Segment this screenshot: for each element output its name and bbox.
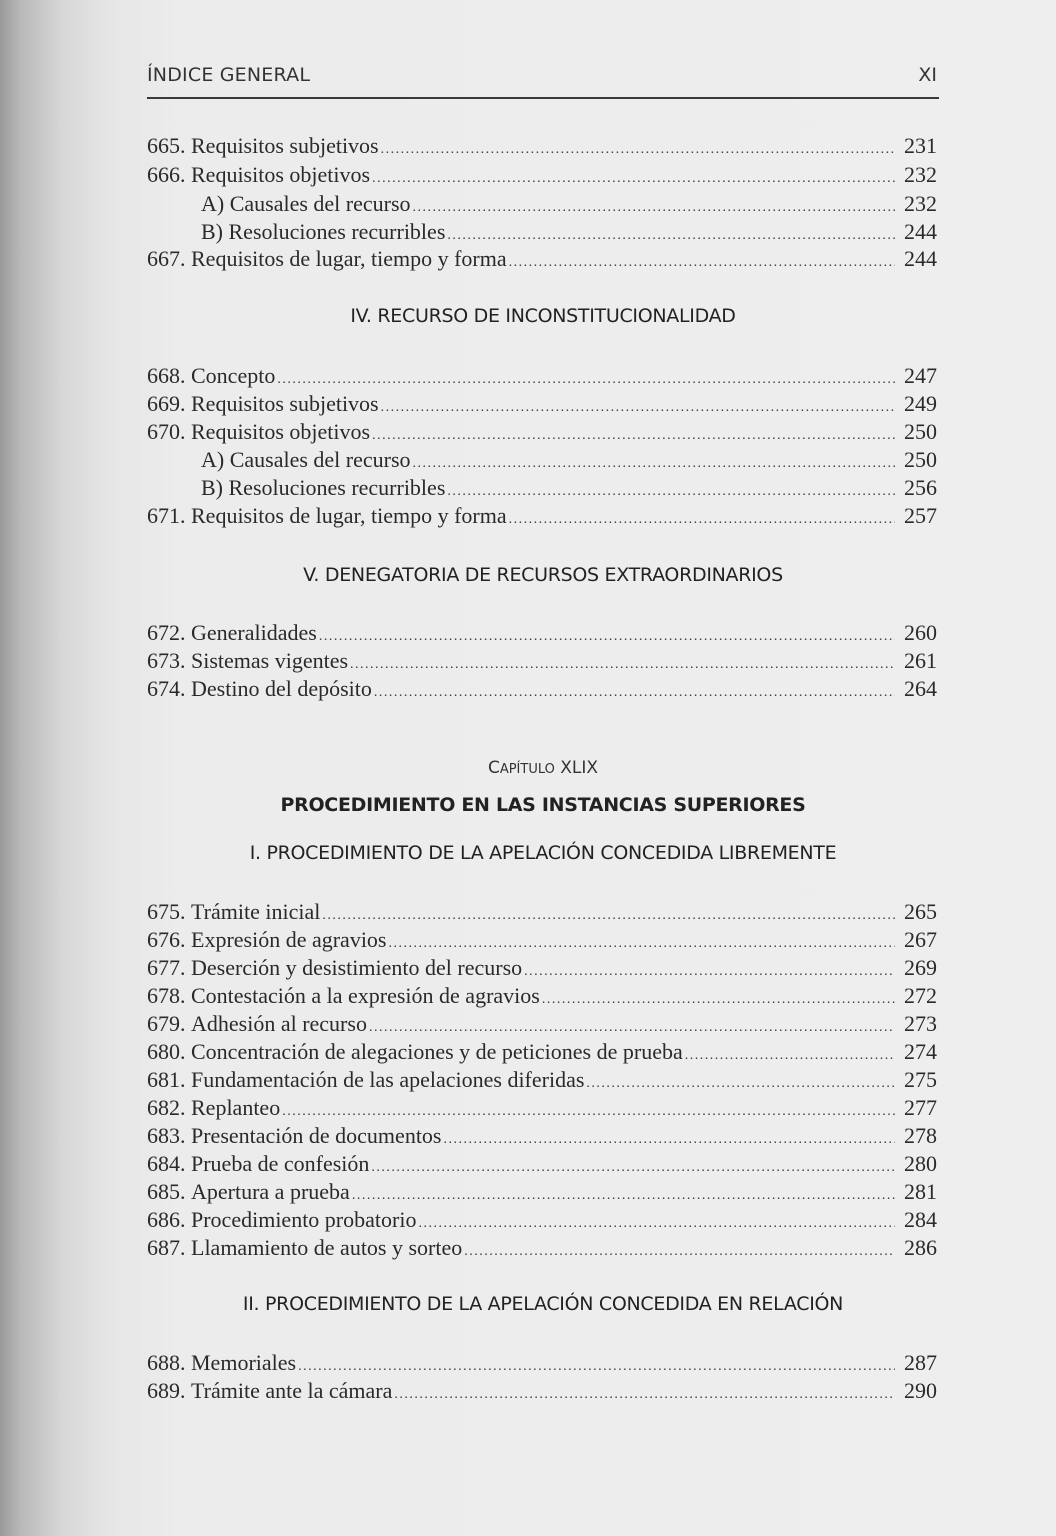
entry-number: 675. — [147, 899, 186, 924]
chapter-label — [147, 758, 939, 778]
entry-number: 685. — [147, 1179, 186, 1204]
entry-page: 264 — [904, 676, 937, 701]
leader-dots — [389, 931, 896, 957]
entry-title: Requisitos subjetivos — [191, 133, 379, 158]
entry-page: 232 — [904, 162, 937, 187]
section-heading: V. DENEGATORIA DE RECURSOS EXTRAORDINARIOS — [303, 564, 783, 586]
entry-title: A) Causales del recurso — [201, 447, 411, 472]
entry-page: 275 — [904, 1067, 937, 1092]
entry-page: 247 — [904, 363, 937, 388]
entry-page: 284 — [904, 1207, 937, 1232]
page-number: XI — [918, 64, 937, 86]
toc-entry — [147, 503, 939, 529]
entry-page: 286 — [904, 1235, 937, 1260]
entry-title: Procedimiento probatorio — [191, 1207, 417, 1232]
leader-dots — [371, 1155, 895, 1181]
entry-number: 673. — [147, 648, 186, 673]
entry-number: 665. — [147, 133, 186, 158]
toc-subentry — [147, 447, 939, 473]
entry-page: 250 — [904, 447, 937, 472]
leader-dots — [509, 250, 895, 276]
entry-page: 265 — [904, 899, 937, 924]
section-heading: IV. RECURSO DE INCONSTITUCIONALIDAD — [350, 305, 736, 327]
toc-entry — [147, 620, 939, 646]
toc-entry — [147, 1179, 939, 1205]
entry-title: Llamamiento de autos y sorteo — [191, 1235, 463, 1260]
entry-page: 244 — [904, 219, 937, 244]
entry-page: 244 — [904, 246, 937, 271]
entry-title: Fundamentación de las apelaciones diferidas — [191, 1067, 585, 1092]
entry-title: Generalidades — [191, 620, 317, 645]
toc-entry — [147, 1207, 939, 1233]
toc-entry — [147, 648, 939, 674]
entry-number: 689. — [147, 1378, 186, 1403]
entry-title: Concepto — [191, 363, 276, 388]
entry-title: Presentación de documentos — [191, 1123, 442, 1148]
toc-entry — [147, 983, 939, 1009]
entry-page: 269 — [904, 955, 937, 980]
entry-number: 678. — [147, 983, 186, 1008]
entry-page: 232 — [904, 191, 937, 216]
entry-number: 672. — [147, 620, 186, 645]
entry-title: Contestación a la expresión de agravios — [191, 983, 540, 1008]
entry-title: Prueba de confesión — [191, 1151, 370, 1176]
toc-subentry — [147, 219, 939, 245]
leader-dots — [372, 423, 895, 449]
entry-title: B) Resoluciones recurribles — [201, 475, 446, 500]
toc-entry — [147, 162, 939, 188]
leader-dots — [374, 680, 895, 706]
toc-entry — [147, 899, 939, 925]
leader-dots — [350, 652, 895, 678]
toc-subentry — [147, 475, 939, 501]
chapter-number: XLIX — [560, 758, 599, 778]
entry-title: Requisitos subjetivos — [191, 391, 379, 416]
entry-number: 668. — [147, 363, 186, 388]
entry-title: Replanteo — [191, 1095, 281, 1120]
entry-number: 667. — [147, 246, 186, 271]
entry-page: 256 — [904, 475, 937, 500]
leader-dots — [394, 1382, 895, 1408]
leader-dots — [352, 1183, 895, 1209]
chapter-title: PROCEDIMIENTO EN LAS INSTANCIAS SUPERIORES — [280, 794, 806, 816]
leader-dots — [464, 1239, 895, 1265]
toc-entry — [147, 133, 939, 159]
entry-page: 267 — [904, 927, 937, 952]
entry-number: 687. — [147, 1235, 186, 1260]
running-header — [147, 60, 937, 96]
leader-dots — [372, 166, 895, 192]
running-header-title: ÍNDICE GENERAL — [147, 64, 311, 86]
header-rule — [147, 97, 939, 99]
toc-entry — [147, 1151, 939, 1177]
leader-dots — [413, 451, 895, 477]
leader-dots — [447, 479, 895, 505]
entry-page: 287 — [904, 1350, 937, 1375]
entry-number: 674. — [147, 676, 186, 701]
entry-page: 231 — [904, 133, 937, 158]
toc-entry — [147, 927, 939, 953]
chapter-label-initial: C — [487, 758, 500, 778]
leader-dots — [319, 624, 895, 650]
leader-dots — [381, 137, 895, 163]
entry-page: 274 — [904, 1039, 937, 1064]
entry-title: Adhesión al recurso — [191, 1011, 367, 1036]
entry-number: 670. — [147, 419, 186, 444]
toc-entry — [147, 1378, 939, 1404]
entry-title: Deserción y desistimiento del recurso — [191, 955, 523, 980]
entry-title: Destino del depósito — [191, 676, 372, 701]
entry-number: 671. — [147, 503, 186, 528]
leader-dots — [322, 903, 895, 929]
toc-entry — [147, 1095, 939, 1121]
entry-title: Memoriales — [191, 1350, 297, 1375]
section-heading: I. PROCEDIMIENTO DE LA APELACIÓN CONCEDIDA LIBREMENTE — [249, 842, 837, 864]
leader-dots — [298, 1354, 895, 1380]
leader-dots — [685, 1043, 895, 1069]
chapter-label-rest: APÍTULO — [499, 762, 555, 777]
leader-dots — [277, 367, 895, 393]
entry-title: Trámite ante la cámara — [191, 1378, 393, 1403]
leader-dots — [381, 395, 895, 421]
entry-number: 679. — [147, 1011, 186, 1036]
entry-number: 669. — [147, 391, 186, 416]
entry-title: Concentración de alegaciones y de peticiones de prueba — [191, 1039, 683, 1064]
toc-entry — [147, 419, 939, 445]
toc-entry — [147, 1039, 939, 1065]
entry-number: 682. — [147, 1095, 186, 1120]
entry-page: 273 — [904, 1011, 937, 1036]
entry-page: 250 — [904, 419, 937, 444]
leader-dots — [444, 1127, 896, 1153]
entry-number: 681. — [147, 1067, 186, 1092]
toc-entry — [147, 1011, 939, 1037]
toc-entry — [147, 246, 939, 272]
entry-page: 278 — [904, 1123, 937, 1148]
toc-entry — [147, 676, 939, 702]
entry-number: 680. — [147, 1039, 186, 1064]
entry-number: 688. — [147, 1350, 186, 1375]
entry-title: A) Causales del recurso — [201, 191, 411, 216]
entry-number: 683. — [147, 1123, 186, 1148]
leader-dots — [524, 959, 895, 985]
entry-title: Requisitos de lugar, tiempo y forma — [191, 246, 507, 271]
entry-title: Apertura a prueba — [191, 1179, 350, 1204]
entry-page: 277 — [904, 1095, 937, 1120]
entry-title: Requisitos de lugar, tiempo y forma — [191, 503, 507, 528]
entry-number: 684. — [147, 1151, 186, 1176]
entry-page: 281 — [904, 1179, 937, 1204]
entry-number: 676. — [147, 927, 186, 952]
toc-entry — [147, 1235, 939, 1261]
leader-dots — [369, 1015, 895, 1041]
entry-number: 686. — [147, 1207, 186, 1232]
section-heading: II. PROCEDIMIENTO DE LA APELACIÓN CONCEDIDA EN RELACIÓN — [242, 1293, 844, 1315]
entry-page: 280 — [904, 1151, 937, 1176]
leader-dots — [509, 507, 895, 533]
toc-entry — [147, 1350, 939, 1376]
toc-entry — [147, 363, 939, 389]
toc-entry — [147, 1067, 939, 1093]
toc-entry — [147, 391, 939, 417]
entry-title: Expresión de agravios — [191, 927, 387, 952]
leader-dots — [586, 1071, 895, 1097]
leader-dots — [282, 1099, 895, 1125]
leader-dots — [418, 1211, 895, 1237]
entry-page: 257 — [904, 503, 937, 528]
entry-page: 260 — [904, 620, 937, 645]
entry-title: Requisitos objetivos — [191, 419, 371, 444]
entry-page: 249 — [904, 391, 937, 416]
entry-page: 272 — [904, 983, 937, 1008]
leader-dots — [413, 195, 895, 221]
entry-page: 290 — [904, 1378, 937, 1403]
toc-entry — [147, 955, 939, 981]
entry-title: Trámite inicial — [191, 899, 321, 924]
entry-number: 666. — [147, 162, 186, 187]
entry-title: B) Resoluciones recurribles — [201, 219, 446, 244]
entry-number: 677. — [147, 955, 186, 980]
entry-title: Requisitos objetivos — [191, 162, 371, 187]
toc-subentry — [147, 191, 939, 217]
leader-dots — [542, 987, 895, 1013]
toc-entry — [147, 1123, 939, 1149]
entry-title: Sistemas vigentes — [191, 648, 349, 673]
entry-page: 261 — [904, 648, 937, 673]
